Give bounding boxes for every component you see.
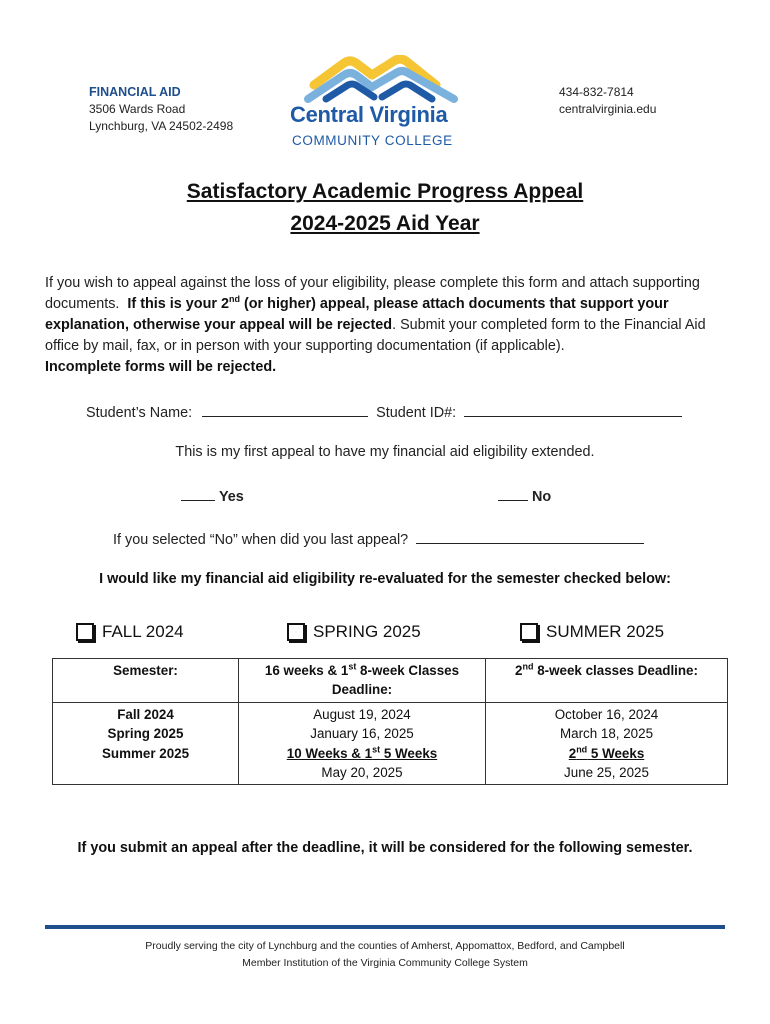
mountain-logo-icon: [286, 55, 486, 105]
table-cell: October 16, 2024: [554, 706, 659, 722]
header-8-week-deadline: 2nd 8-week classes Deadline:: [486, 659, 728, 703]
no-checkline[interactable]: [498, 486, 528, 501]
semester-option-label: SUMMER 2025: [546, 622, 665, 641]
deadline-table: [52, 658, 728, 785]
semester-option-label: FALL 2024: [102, 622, 184, 641]
college-logo: [286, 55, 486, 151]
header-16-week-deadline: 16 weeks & 1st 8-week Classes Deadline:: [239, 659, 486, 703]
table-cell: Fall 2024: [117, 706, 174, 722]
semester-column: [53, 702, 239, 785]
footer-line-1: Proudly serving the city of Lynchburg and the counties of Amherst, Appomattox, Bedford, and Campbell: [145, 940, 625, 952]
table-cell: Summer 2025: [101, 745, 190, 761]
semester-option-fall[interactable]: [76, 622, 184, 642]
yes-label: Yes: [219, 489, 244, 505]
table-cell: January 16, 2025: [310, 726, 414, 742]
yes-option: [181, 486, 244, 505]
checkbox-icon[interactable]: [76, 623, 94, 641]
instructions-paragraph: [45, 273, 735, 378]
deadline1-column: [239, 702, 486, 785]
form-subtitle-aid-year: 2024-2025 Aid Year: [290, 212, 480, 235]
yes-checkline[interactable]: [181, 486, 215, 501]
semester-instruction: I would like my financial aid eligibility re-evaluated for the semester checked below:: [99, 571, 671, 587]
logo-college-subtitle: COMMUNITY COLLEGE: [292, 133, 453, 148]
header-semester: Semester:: [53, 659, 239, 703]
semester-option-spring[interactable]: [287, 622, 421, 642]
first-appeal-statement: This is my first appeal to have my financial aid eligibility extended.: [175, 444, 595, 460]
footer-divider: [45, 925, 725, 929]
table-cell: March 18, 2025: [559, 726, 654, 742]
last-appeal-row: [113, 529, 644, 548]
summer-session-label: 2nd 5 Weeks: [568, 744, 645, 761]
deadline2-column: [486, 702, 728, 785]
form-title: Satisfactory Academic Progress Appeal: [186, 180, 584, 203]
phone-number: 434-832-7814: [559, 85, 634, 99]
instructions-text-2: . Submit your completed form to the Financial Aid office by mail, fax, or in person with your supporting documentation (if applicable).: [45, 317, 706, 354]
table-body-row: [53, 702, 728, 785]
semester-option-label: SPRING 2025: [313, 622, 421, 641]
late-appeal-notice: If you submit an appeal after the deadline, it will be considered for the following semester.: [77, 840, 693, 856]
instructions-second-appeal-text: If this is your 2nd (or higher) appeal, please attach documents that support your explanation, otherwise your appeal will be rejected: [45, 294, 669, 333]
table-cell: Spring 2025: [107, 726, 184, 742]
instructions-text-1: If you wish to appeal against the loss of your eligibility, please complete this form and attach supporting documents.: [45, 275, 700, 312]
checkbox-icon[interactable]: [287, 623, 305, 641]
office-address-block: [89, 84, 233, 135]
student-id-field[interactable]: [464, 402, 682, 417]
last-appeal-date-field[interactable]: [416, 529, 644, 544]
footer-line-2: Member Institution of the Virginia Community College System: [242, 957, 528, 969]
department-name: FINANCIAL AID: [89, 85, 181, 99]
student-name-label: Student’s Name:: [86, 405, 193, 421]
last-appeal-question: If you selected “No” when did you last appeal?: [113, 532, 409, 548]
checkbox-icon[interactable]: [520, 623, 538, 641]
table-cell: August 19, 2024: [313, 706, 411, 722]
student-id-label: Student ID#:: [376, 405, 457, 421]
no-label: No: [532, 489, 552, 505]
table-cell: June 25, 2025: [564, 765, 649, 781]
no-option: [498, 486, 551, 505]
semester-option-summer[interactable]: [520, 622, 664, 642]
website: centralvirginia.edu: [559, 102, 657, 116]
table-cell: May 20, 2025: [321, 765, 403, 781]
address-line-1: 3506 Wards Road: [89, 102, 186, 116]
address-line-2: Lynchburg, VA 24502-2498: [89, 119, 234, 133]
student-info-row: [86, 402, 682, 421]
incomplete-forms-warning: Incomplete forms will be rejected.: [45, 359, 277, 375]
table-header-row: [53, 659, 728, 703]
student-name-field[interactable]: [202, 402, 368, 417]
summer-session-label: 10 Weeks & 1st 5 Weeks: [286, 744, 438, 761]
contact-block: [559, 84, 656, 118]
logo-college-name: Central Virginia: [290, 102, 448, 127]
